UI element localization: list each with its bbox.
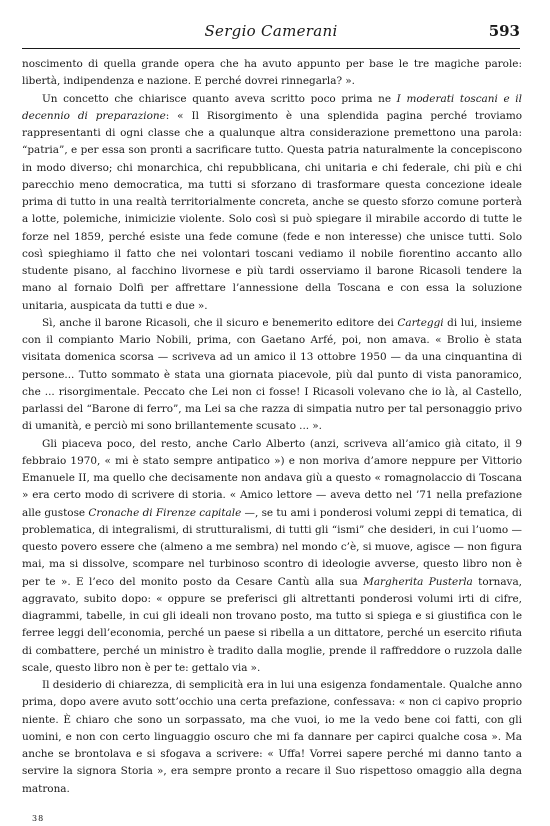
paragraph xyxy=(22,677,522,798)
text-run: : « Il Risorgimento è una splendida pagina perché troviamo rappresentanti di ogni classe che a qualunque altra considerazione premettono una parola: “patria”, e per essa son pronti a sacrificare tutto. Questa patria naturalmente la concepiscono in modo diverso; chi monarchica, chi repubblicana, chi unitaria e chi federale, chi più e chi parecchio meno democratica, ma tutti si sforzano di trasformare questa concezione ideale prima di tutto in una realtà territorialmente concreta, anche se questo sforzo comune porterà a lotte, polemiche, inimicizie violente. Solo così si può spiegare il mirabile accordo di tutte le forze nel 1859, perché esiste una fede comune (fede e non interesse) che unisce tutti. Solo così spieghiamo il fatto che nei volontari toscani vediamo il nobile fiorentino accanto allo studente pisano, al facchino livornese e più tardi osserviamo il barone Ricasoli tendere la mano al fornaio Dolfi per affrettare l’annessione della Toscana e con essa la soluzione unitaria, auspicata da tutti e due ». xyxy=(22,109,523,312)
paragraph xyxy=(22,315,522,436)
text-run: —, se tu ami i ponderosi volumi zeppi di tematica, di problematica, di integralismi, di strutturalismi, di tutti gli “ismi” che desideri, in cui l’uomo — questo povero essere che (almeno a me sembra) nel mondo c’è, si muove, agisce — non figura mai, ma si dissolve, scompare nel turbinoso scontro di ideologie avverse, questo libro non è per te ». E l’eco del monito posto da Cesare Cantù alla sua xyxy=(22,506,522,588)
italic-title: I moderati toscani e il decennio di preparazione xyxy=(22,92,522,122)
italic-title: Carteggi xyxy=(397,316,444,329)
paragraph xyxy=(22,91,522,315)
text-run: noscimento di quella grande opera che ha avuto appunto per base le tre magiche parole: libertà, indipendenza e nazione. E perché dovrei rinnegarla? ». xyxy=(22,58,522,88)
text-run: tornava, aggravato, subito dopo: « oppure se preferisci gli altrettanti ponderosi volumi irti di cifre, diagrammi, tabelle, in cui gli ideali non trovano posto, ma tutto si spiega e si giustifica con le ferree leggi dell’economia, perché un paese si ribella a un dittatore, perché un esercito rifiuta di combattere, perché un ministro è tradito dalla moglie, prende il raffreddore o ruzzola dalle scale, questo libro non è per te: gettalo via ». xyxy=(22,575,522,674)
text-run: Il desiderio di chiarezza, di semplicità era in lui una esigenza fondamentale. Qualche anno prima, dopo avere avuto sott’occhio una certa prefazione, confessava: « non ci capivo proprio niente. È chiaro che sono un sorpassato, ma che vuoi, io me la vedo bene coi fatti, con gli uomini, e non con certo linguaggio oscuro che mi fa dannare per capirci qualche cosa ». Ma anche se brontolava e si sfogava a scrivere: « Uffa! Vorrei sapere perché mi danno tanto a servire la signora Storia », era sempre pronto a recare il Suo rispettoso omaggio alla degna matrona. xyxy=(22,679,522,795)
footer-signature-mark: 38 xyxy=(32,814,45,823)
running-header xyxy=(22,22,520,48)
header-rule xyxy=(22,48,520,49)
text-run: Gli piaceva poco, del resto, anche Carlo Alberto (anzi, scriveva all’amico già citato, il 9 febbraio 1970, « mi è stato sempre antipatico ») e non moriva d’amore neppure per Vittorio Emanuele II, ma quello che decisamente non andava giù a questo « romagnolaccio di Toscana » era certo modo di scrivere di storia. « Amico lettore — aveva detto nel ’71 nella prefazione alle gustose xyxy=(22,437,522,519)
italic-title: Margherita Pusterla xyxy=(363,575,473,588)
text-run: Un concetto che chiarisce quanto aveva scritto poco prima ne xyxy=(42,92,397,105)
text-run: di lui, insieme con il compianto Mario Nobili, prima, con Gaetano Arfé, poi, non amava. « Brolio è stata visitata domenica scorsa — scriveva ad un amico il 13 ottobre 1950 — da una cinquantina di persone... Tutto sommato è stata una giornata piacevole, più dal punto di vista panoramico, che ... risorgimentale. Peccato che Lei non ci fosse! I Ricasoli volevano che io là, al Castello, parlassi del “Barone di ferro”, ma Lei sa che razza di simpatia nutro per tal personaggio privo di umanità, e perciò mi sono brillantemente scusato ... ». xyxy=(22,316,522,433)
italic-title: Cronache di Firenze capitale xyxy=(88,506,242,519)
page-number: 593 xyxy=(488,22,520,40)
paragraph xyxy=(22,56,522,91)
text-run: Sì, anche il barone Ricasoli, che il sicuro e benemerito editore dei xyxy=(42,316,398,329)
body-text xyxy=(22,56,522,798)
running-head-author: Sergio Camerani xyxy=(204,22,338,40)
paragraph xyxy=(22,436,522,678)
